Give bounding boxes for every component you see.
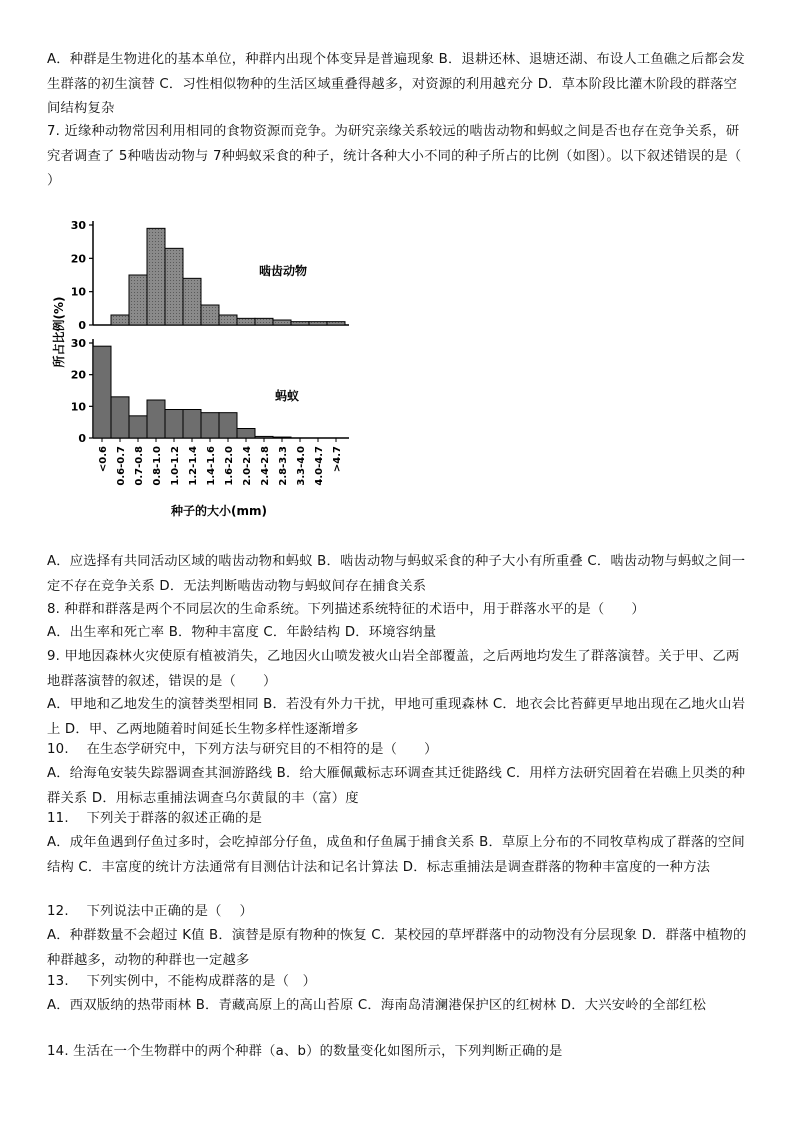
q14-stem: 14. 生活在一个生物群中的两个种群（a、b）的数量变化如图所示，下列判断正确的是 [47, 1044, 563, 1059]
seed-size-chart [47, 205, 367, 535]
x-tick-label: 1.0-1.2 [170, 446, 181, 486]
x-tick-label: 1.4-1.6 [206, 446, 217, 486]
y-tick-label: 20 [70, 368, 86, 382]
x-tick-label: 2.4-2.8 [260, 446, 271, 486]
y-tick-label: 10 [70, 400, 86, 414]
bar [273, 320, 291, 325]
bar [201, 305, 219, 325]
q13-stem: 13. 下列实例中，不能构成群落的是（ ） [47, 974, 317, 989]
x-axis-title: 种子的大小(mm) [171, 504, 267, 518]
q9-stem: 9. 甲地因森林火灾使原有植被消失，乙地因火山喷发被火山岩全部覆盖，之后两地均发生了群落演替。关于甲、乙两地群落演替的叙述，错误的是（ ） [47, 649, 740, 689]
x-tick-label: 2.8-3.3 [278, 446, 289, 486]
q11-stem: 11. 下列关于群落的叙述正确的是 [47, 811, 263, 826]
series-label-rodent: 啮齿动物 [259, 264, 308, 278]
x-tick-label: 2.0-2.4 [242, 446, 253, 486]
bar [255, 318, 273, 325]
x-tick-label: <0.6 [98, 446, 109, 473]
chart-svg [47, 205, 367, 535]
q12-stem: 12. 下列说法中正确的是（ ） [47, 904, 254, 919]
bar [183, 410, 201, 439]
x-tick-label: 1.6-2.0 [224, 446, 235, 486]
bar [165, 410, 183, 439]
y-tick-label: 0 [78, 432, 86, 445]
q11-options: A．成年鱼遇到仔鱼过多时，会吃掉部分仔鱼，成鱼和仔鱼属于捕食关系 B．草原上分布的不同牧草构成了群落的空间结构 C．丰富度的统计方法通常有目测估计法和记名计算法 D．标志重捕法是调查群落的物种丰富度的一种方法 [47, 835, 745, 875]
bar [201, 413, 219, 438]
bar [273, 437, 291, 438]
bar [327, 322, 345, 325]
bar [129, 416, 147, 438]
bar [165, 248, 183, 325]
x-tick-label: 1.2-1.4 [188, 446, 199, 486]
y-tick-label: 30 [70, 219, 86, 232]
bar [237, 429, 255, 439]
x-tick-label: 0.8-1.0 [152, 446, 163, 486]
bar [93, 346, 111, 438]
x-tick-label: 4.0-4.7 [314, 446, 325, 486]
bar [291, 322, 309, 325]
x-tick-label: 0.7-0.8 [134, 446, 145, 486]
q9-options: A．甲地和乙地发生的演替类型相同 B．若没有外力干扰，甲地可重现森林 C．地衣会比苔藓更早地出现在乙地火山岩上 D．甲、乙两地随着时间延长生物多样性逐渐增多 [47, 697, 746, 737]
q12-options: A．种群数量不会超过 K值 B．演替是原有物种的恢复 C．某校园的草坪群落中的动物没有分层现象 D．群落中植物的种群越多，动物的种群也一定越多 [47, 928, 747, 968]
y-axis-title: 所占比例(%) [52, 296, 66, 368]
bar [309, 322, 327, 325]
bar [111, 315, 129, 325]
q6-options: A．种群是生物进化的基本单位，种群内出现个体变异是普遍现象 B．退耕还林、退塘还湖、布设人工鱼礁之后都会发生群落的初生演替 C．习性相似物种的生活区域重叠得越多，对资源的利用越充分 D．草本阶段比灌木阶段的群落空间结构复杂 [47, 52, 745, 116]
bar [129, 275, 147, 325]
series-label-ant: 蚂蚁 [275, 389, 300, 403]
x-tick-label: >4.7 [332, 446, 343, 473]
bar [219, 413, 237, 438]
q7-options: A．应选择有共同活动区域的啮齿动物和蚂蚁 B．啮齿动物与蚂蚁采食的种子大小有所重叠 C．啮齿动物与蚂蚁之间一定不存在竞争关系 D．无法判断啮齿动物与蚂蚁间存在捕食关系 [47, 554, 746, 594]
y-tick-label: 30 [70, 337, 86, 350]
y-tick-label: 10 [70, 285, 86, 299]
q10-stem: 10. 在生态学研究中，下列方法与研究目的不相符的是（ ） [47, 742, 438, 757]
q7-stem: 7. 近缘种动物常因利用相同的食物资源而竞争。为研究亲缘关系较远的啮齿动物和蚂蚁之间是否也存在竞争关系，研究者调查了 5种啮齿动物与 7种蚂蚁采食的种子，统计各种大小不同的种子所占的比例（如图）。以下叙述错误的是（ ） [47, 124, 769, 188]
q8-options: A．出生率和死亡率 B．物种丰富度 C．年龄结构 D．环境容纳量 [47, 625, 437, 640]
bar [111, 397, 129, 438]
x-tick-label: 3.3-4.0 [296, 446, 307, 486]
bar [255, 436, 273, 438]
y-tick-label: 20 [70, 252, 86, 266]
bar [219, 315, 237, 325]
q13-options: A．西双版纳的热带雨林 B．青藏高原上的高山苔原 C．海南岛清澜港保护区的红树林 D．大兴安岭的全部红松 [47, 998, 707, 1013]
bar [183, 278, 201, 325]
bar [147, 228, 165, 325]
y-tick-label: 0 [78, 319, 86, 332]
q10-options: A．给海龟安装失踪器调查其洄游路线 B．给大雁佩戴标志环调查其迁徙路线 C．用样方法研究固着在岩礁上贝类的种群关系 D．用标志重捕法调查乌尔黄鼠的丰（富）度 [47, 766, 746, 806]
bar [237, 318, 255, 325]
x-tick-label: 0.6-0.7 [116, 446, 127, 486]
q8-stem: 8. 种群和群落是两个不同层次的生命系统。下列描述系统特征的术语中，用于群落水平的是（ ） [47, 602, 645, 617]
bar [147, 400, 165, 438]
